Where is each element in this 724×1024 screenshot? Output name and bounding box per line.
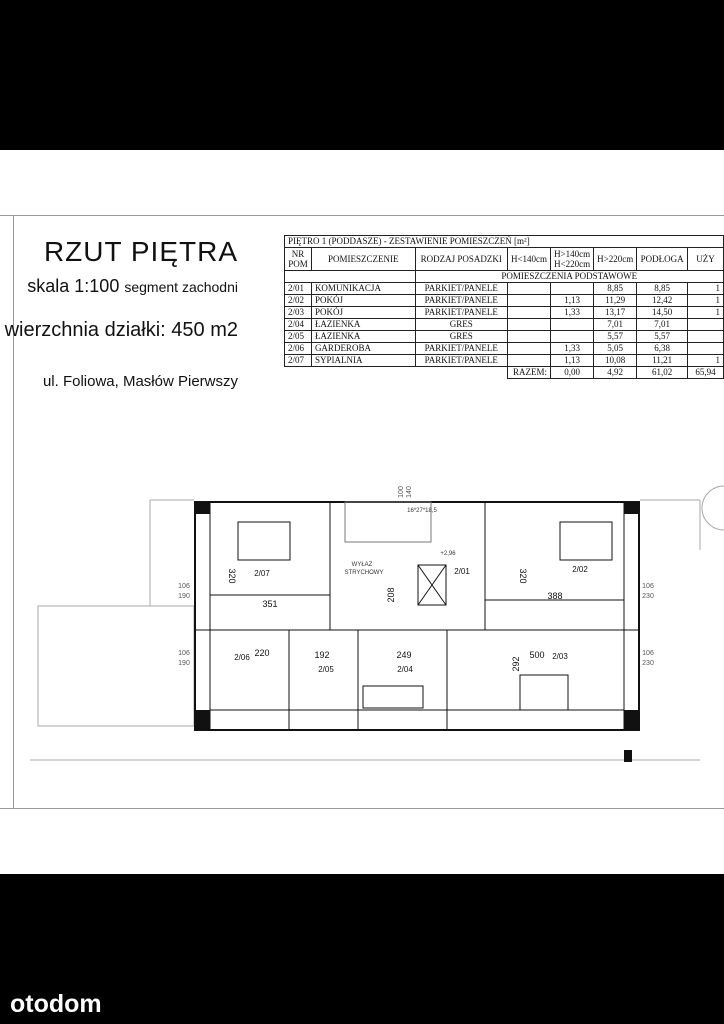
table-cell [507, 283, 550, 295]
table-cell: ŁAZIENKA [311, 331, 415, 343]
table-section: POMIESZCZENIA PODSTAWOWE [415, 271, 723, 283]
table-cell: 5,57 [637, 331, 688, 343]
scale-value: skala 1:100 [27, 276, 120, 296]
table-cell [507, 331, 550, 343]
table-row [285, 283, 724, 295]
room-label: 2/05 [318, 665, 334, 674]
segment-label: segment zachodni [124, 279, 238, 295]
table-cell: GARDEROBA [311, 343, 415, 355]
table-cell: 1 [688, 355, 724, 367]
table-cell [688, 319, 724, 331]
table-cell: 2/04 [285, 319, 312, 331]
room-label: 2/04 [397, 665, 413, 674]
table-cell: 5,05 [594, 343, 637, 355]
table-cell: 12,42 [637, 295, 688, 307]
table-cell: 1,33 [551, 307, 594, 319]
otodom-logo[interactable]: otodom [10, 990, 102, 1018]
table-cell: 1 [688, 307, 724, 319]
table-cell: 2/05 [285, 331, 312, 343]
table-cell [551, 283, 594, 295]
table-cell [507, 355, 550, 367]
table-cell: 1,33 [551, 343, 594, 355]
plan-wall-fill [195, 502, 639, 762]
room-label: 2/06 [234, 653, 250, 662]
dimension-label: 192 [314, 650, 330, 660]
table-cell: 2/06 [285, 343, 312, 355]
total-h2: 4,92 [594, 367, 637, 379]
table-cell: PARKIET/PANELE [415, 283, 507, 295]
table-row [285, 319, 724, 331]
plan-walls [195, 502, 639, 730]
sheet-bottom-border [0, 808, 724, 809]
table-cell: GRES [415, 331, 507, 343]
table-cell: PARKIET/PANELE [415, 355, 507, 367]
table-cell: 14,50 [637, 307, 688, 319]
table-row [285, 355, 724, 367]
table-cell: 2/03 [285, 307, 312, 319]
table-cell: POKÓJ [311, 307, 415, 319]
dimension-label: 190 [178, 593, 190, 600]
total-h3: 61,02 [637, 367, 688, 379]
sheet-top-border [0, 215, 724, 216]
table-row [285, 295, 724, 307]
table-cell: 2/01 [285, 283, 312, 295]
table-cell: PARKIET/PANELE [415, 295, 507, 307]
table-body [285, 283, 724, 367]
room-label: 2/02 [572, 565, 588, 574]
total-floor-area: 65,94 [688, 367, 724, 379]
dimension-label: 106 [178, 650, 190, 657]
table-header: POMIESZCZENIE [311, 248, 415, 271]
dimension-label: 106 [642, 650, 654, 657]
rooms-table [284, 235, 724, 379]
table-cell: 5,57 [594, 331, 637, 343]
dimension-label: 249 [396, 650, 412, 660]
dimension-label: 351 [262, 599, 278, 609]
stair-label: 16*27*18,5 [407, 508, 437, 514]
drawing-sheet [0, 150, 724, 874]
plot-area-label: wierzchnia działki: 450 m2 [4, 319, 238, 341]
table-cell: PARKIET/PANELE [415, 343, 507, 355]
dimension-label: 388 [547, 591, 563, 601]
table-cell: SYPIALNIA [311, 355, 415, 367]
table-cell [507, 343, 550, 355]
hatch-label: WYŁAZ [351, 562, 373, 568]
table-cell [688, 331, 724, 343]
room-label: 2/03 [552, 652, 568, 661]
table-cell: 13,17 [594, 307, 637, 319]
dimension-label: 106 [642, 583, 654, 590]
room-label: 2/01 [454, 567, 470, 576]
table-cell: 6,38 [637, 343, 688, 355]
table-cell: 7,01 [594, 319, 637, 331]
dimension-label: 220 [254, 648, 270, 658]
table-cell [688, 343, 724, 355]
scale-label [27, 276, 238, 297]
dimension-label: 230 [642, 660, 654, 667]
table-header: H>220cm [594, 248, 637, 271]
dimension-label: 106 [178, 583, 190, 590]
table-cell [551, 331, 594, 343]
table-cell: 11,29 [594, 295, 637, 307]
room-label: 2/07 [254, 569, 270, 578]
table-cell: 8,85 [637, 283, 688, 295]
table-cell: 8,85 [594, 283, 637, 295]
dimension-label: 320 [518, 568, 528, 584]
table-cell: GRES [415, 319, 507, 331]
total-label: RAZEM: [507, 367, 550, 379]
dimension-labels [227, 568, 563, 671]
table-cell: 2/02 [285, 295, 312, 307]
table-cell: 1 [688, 283, 724, 295]
table-cell: 2/07 [285, 355, 312, 367]
table-cell: PARKIET/PANELE [415, 307, 507, 319]
table-cell: 1,13 [551, 355, 594, 367]
table-cell: 1 [688, 295, 724, 307]
dimension-label: 100 [398, 486, 405, 498]
table-caption: PIĘTRO 1 (PODDASZE) - ZESTAWIENIE POMIESZCZEŃ [m²] [285, 236, 724, 248]
page-title: RZUT PIĘTRA [43, 236, 238, 267]
dimension-label: 190 [178, 660, 190, 667]
dimension-label: 230 [642, 593, 654, 600]
dimension-label: 320 [227, 568, 237, 584]
table-cell: 7,01 [637, 319, 688, 331]
level-label: +2,96 [440, 551, 456, 557]
plan-outline [30, 486, 724, 760]
dimension-label: 500 [529, 650, 545, 660]
table-cell: 11,21 [637, 355, 688, 367]
table-cell: 10,08 [594, 355, 637, 367]
table-cell: POKÓJ [311, 295, 415, 307]
table-cell [507, 307, 550, 319]
total-h1: 0,00 [551, 367, 594, 379]
dimension-label: 208 [386, 587, 396, 603]
table-header: PODŁOGA [637, 248, 688, 271]
table-header: H>140cm H<220cm [551, 248, 594, 271]
table-cell: ŁAZIENKA [311, 319, 415, 331]
address-label: ul. Foliowa, Masłów Pierwszy [42, 373, 238, 390]
table-cell [507, 319, 550, 331]
floor-plan [0, 480, 724, 780]
hatch-label: STRYCHOWY [344, 570, 384, 576]
table-header: H<140cm [507, 248, 550, 271]
table-header: UŻY [688, 248, 724, 271]
table-cell: KOMUNIKACJA [311, 283, 415, 295]
table-row [285, 331, 724, 343]
table-cell [551, 319, 594, 331]
table-header: RODZAJ POSADZKI [415, 248, 507, 271]
dimension-label: 140 [406, 486, 413, 498]
table-row [285, 307, 724, 319]
dimension-label: 292 [511, 656, 521, 672]
table-row [285, 343, 724, 355]
table-header: NR POM [285, 248, 312, 271]
table-cell [507, 295, 550, 307]
table-cell: 1,13 [551, 295, 594, 307]
